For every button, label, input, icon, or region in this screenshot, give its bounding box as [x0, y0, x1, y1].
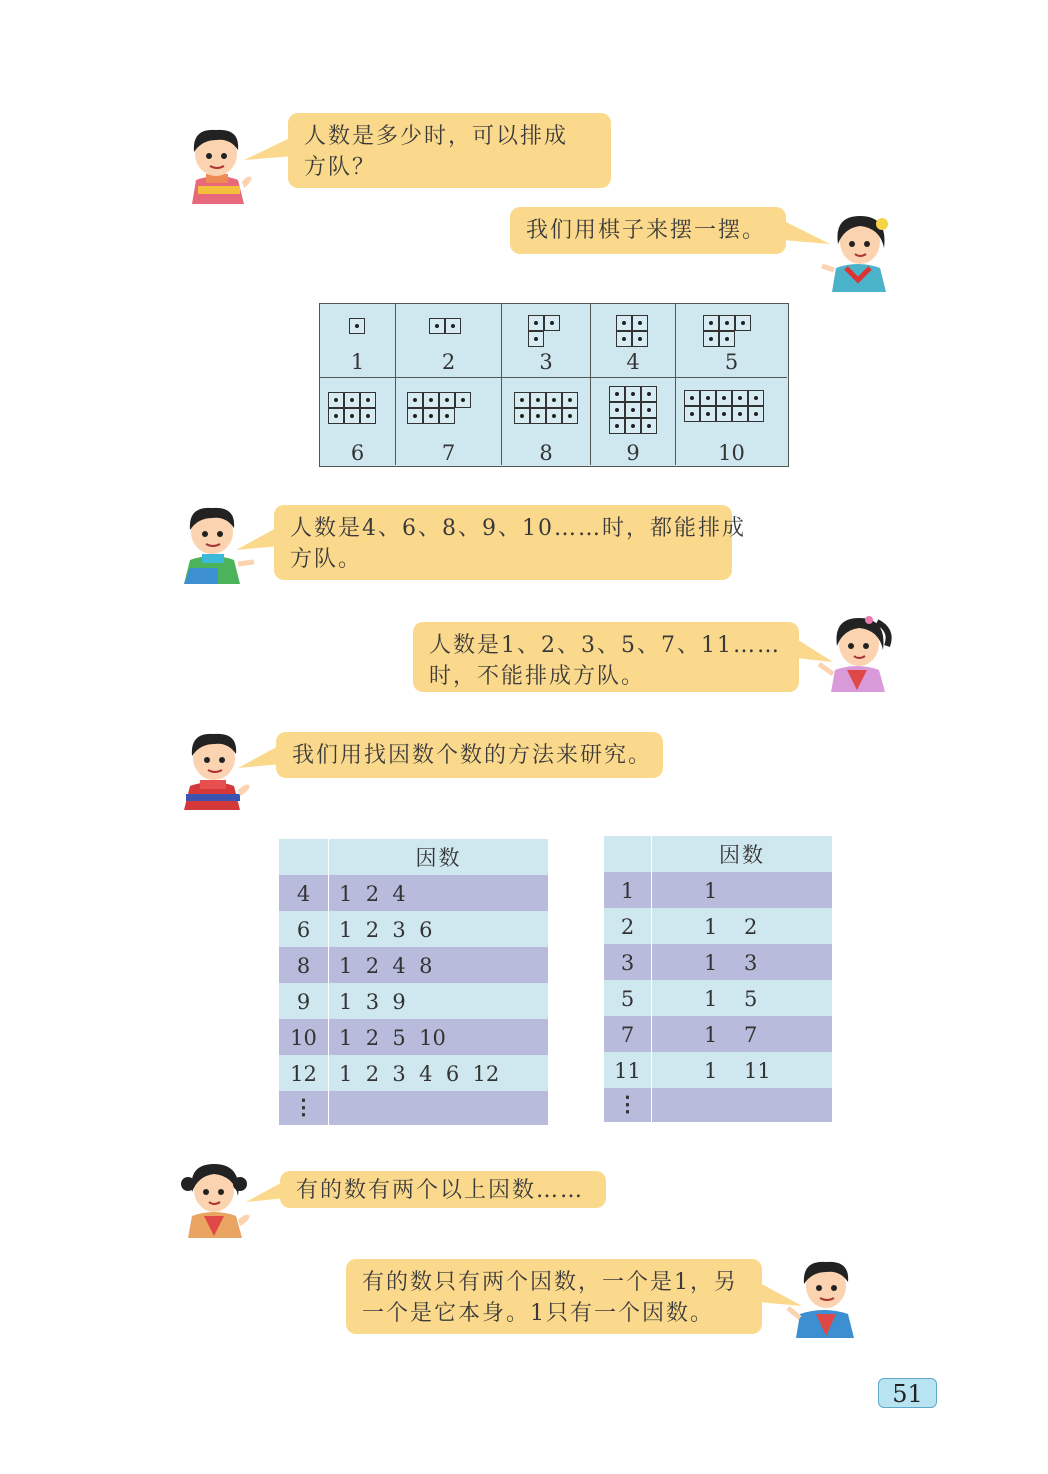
girl-character-icon [818, 210, 893, 296]
factor-table-composite [279, 839, 548, 1125]
bubble-text-line: 方队？ [304, 155, 377, 180]
arrangement-cell [320, 304, 396, 378]
arrangement-count: 10 [718, 441, 745, 465]
table-row [604, 980, 832, 1016]
row-number: 2 [604, 908, 652, 944]
page-number: 51 [878, 1378, 937, 1408]
bubble-text-line: 我们用找因数个数的方法来研究。 [292, 743, 653, 768]
bubble-text-line: 有的数只有两个因数，一个是1，另 [362, 1270, 738, 1295]
arrangement-cell [396, 304, 502, 378]
table-row [604, 1088, 832, 1122]
factor-header-label: 因数 [415, 846, 462, 870]
table-row [279, 1019, 548, 1055]
arrangement-count: 9 [626, 441, 640, 465]
row-number: 9 [279, 983, 329, 1019]
bubble-text-line: 人数是多少时，可以排成 [304, 124, 569, 149]
row-number: 11 [604, 1052, 652, 1088]
row-number: 4 [279, 875, 329, 911]
table-row [604, 1052, 832, 1088]
arrangement-cell [502, 378, 591, 465]
arrangement-count: 2 [441, 350, 456, 374]
bubble-text-line: 我们用棋子来摆一摆。 [526, 218, 767, 243]
row-number: 5 [604, 980, 652, 1016]
girl-character-icon [815, 612, 893, 696]
factor-table-header [604, 836, 832, 872]
bubble-text-line: 一个是它本身。1只有一个因数。 [362, 1301, 714, 1326]
arrangement-count: 8 [539, 441, 553, 465]
arrangement-count: 4 [626, 350, 640, 374]
bubble-tail [238, 742, 282, 772]
table-row [279, 911, 548, 947]
bubble-text-line: 有的数有两个以上因数…… [296, 1178, 585, 1203]
girl-character-icon [178, 1158, 256, 1242]
row-number: 8 [279, 947, 329, 983]
row-factors: 1 5 [704, 987, 758, 1011]
row-number: 10 [279, 1019, 329, 1055]
speech-bubble-2 [510, 207, 786, 254]
row-factors: 1 [704, 879, 718, 903]
table-row [279, 875, 548, 911]
boy-character-icon [786, 1256, 862, 1342]
table-row [604, 944, 832, 980]
table-row [604, 872, 832, 908]
bubble-text-line: 时，不能排成方队。 [429, 664, 646, 689]
table-row [604, 908, 832, 944]
row-factors: 1 3 [704, 951, 758, 975]
row-factors: 1 2 [704, 915, 758, 939]
row-factors: 1 2 4 [339, 882, 406, 906]
arrangement-count: 3 [539, 350, 553, 374]
arrangement-cell [502, 304, 591, 378]
factor-header-label: 因数 [719, 843, 765, 867]
table-row [279, 983, 548, 1019]
row-number: 3 [604, 944, 652, 980]
speech-bubble-1 [288, 113, 611, 188]
row-factors: 1 2 5 10 [339, 1026, 446, 1050]
speech-bubble-3 [274, 505, 746, 580]
arrangement-count: 1 [350, 350, 365, 374]
row-number: ⋮ [604, 1088, 652, 1122]
bubble-text-line: 人数是1、2、3、5、7、11…… [429, 633, 781, 658]
arrangement-cell [591, 378, 676, 465]
row-factors: 1 3 9 [339, 990, 406, 1014]
table-row [279, 1091, 548, 1125]
speech-bubble-6 [280, 1171, 606, 1208]
row-factors: 1 2 3 6 [339, 918, 433, 942]
row-factors: 1 11 [704, 1059, 771, 1083]
speech-bubble-5 [276, 732, 663, 778]
arrangement-cell [676, 378, 787, 465]
dot-arrangement-table [319, 303, 789, 467]
bubble-text-line: 人数是4、6、8、9、10……时，都能排成 [290, 516, 746, 541]
row-number: 7 [604, 1016, 652, 1052]
bubble-tail [244, 134, 294, 164]
factor-table-header [279, 839, 548, 875]
arrangement-cell [320, 378, 396, 465]
row-number: ⋮ [279, 1091, 329, 1125]
bubble-tail [246, 1178, 286, 1208]
table-row [279, 1055, 548, 1091]
row-number: 12 [279, 1055, 329, 1091]
table-row [279, 947, 548, 983]
arrangement-count: 6 [350, 441, 365, 465]
row-factors: 1 2 4 8 [339, 954, 433, 978]
table-row [604, 1016, 832, 1052]
speech-bubble-7 [346, 1259, 762, 1334]
row-factors: 1 7 [704, 1023, 758, 1047]
row-number: 6 [279, 911, 329, 947]
factor-table-prime [604, 836, 832, 1122]
arrangement-cell [591, 304, 676, 378]
arrangement-cell [396, 378, 502, 465]
arrangement-count: 5 [724, 350, 739, 374]
arrangement-count: 7 [441, 441, 456, 465]
row-factors: 1 2 3 4 6 12 [339, 1062, 500, 1086]
bubble-text-line: 方队。 [290, 547, 363, 572]
row-number: 1 [604, 872, 652, 908]
arrangement-cell [676, 304, 787, 378]
speech-bubble-4 [413, 622, 799, 692]
bubble-tail [236, 524, 280, 554]
